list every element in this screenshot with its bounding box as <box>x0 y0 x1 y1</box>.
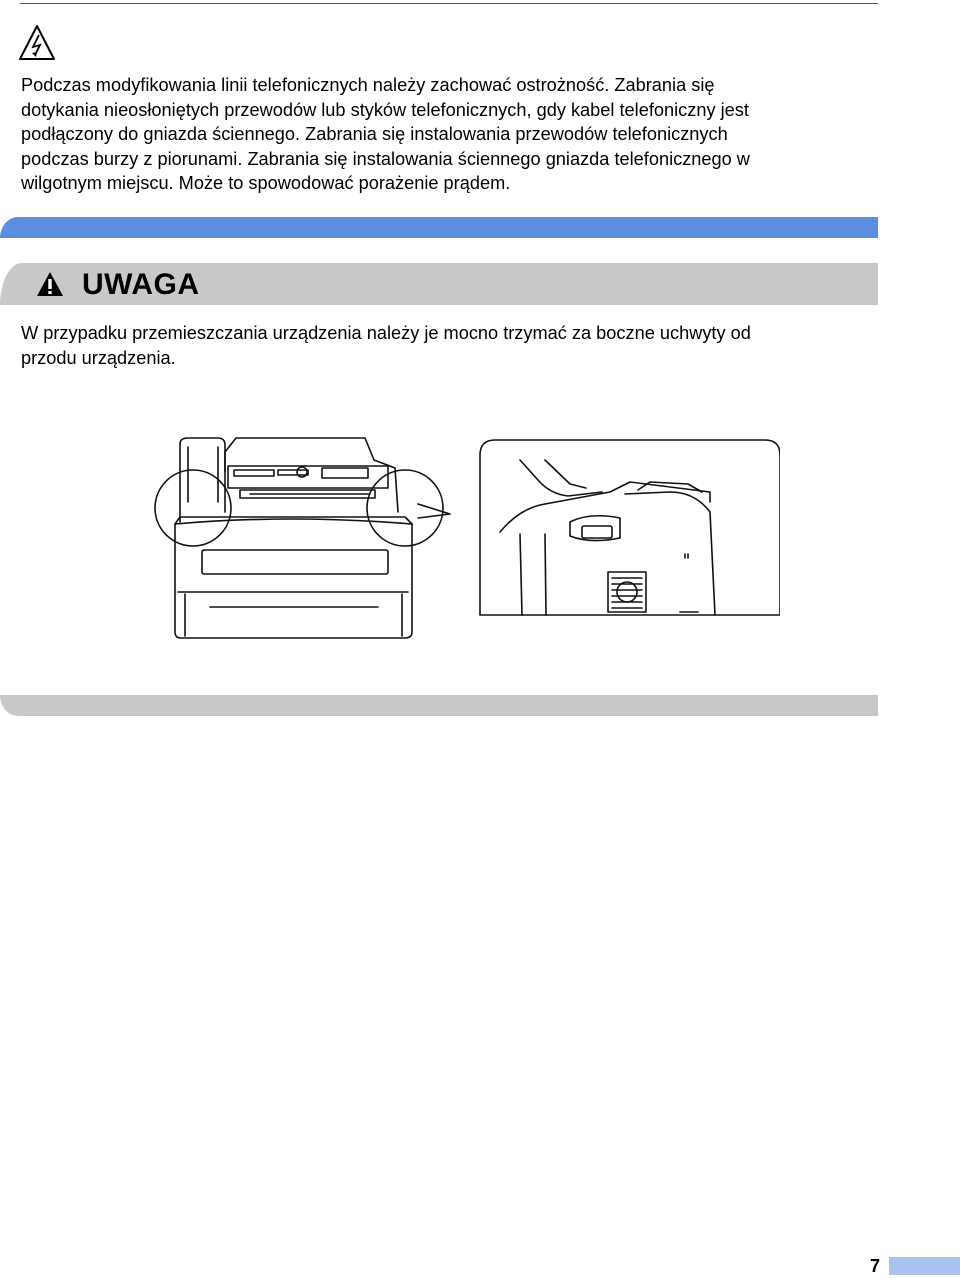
section-divider-gray <box>0 695 878 716</box>
page-number: 7 <box>869 1256 880 1276</box>
warning-line: wilgotnym miejscu. Może to spowodować porażenie prądem. <box>21 173 511 194</box>
caution-line: W przypadku przemieszczania urządzenia należy je mocno trzymać za boczne uchwyty od <box>21 323 751 343</box>
caution-header <box>0 263 878 305</box>
top-rule <box>20 3 878 4</box>
printer-front-view <box>155 438 443 638</box>
section-divider-blue <box>0 217 878 238</box>
page-tab <box>889 1257 960 1275</box>
warning-text <box>21 73 881 196</box>
caution-line: przodu urządzenia. <box>21 347 176 368</box>
caution-triangle-icon <box>36 271 64 297</box>
warning-line: dotykania nieosłoniętych przewodów lub styków telefonicznych, gdy kabel telefoniczny jest <box>21 99 749 120</box>
warning-line: podczas burzy z piorunami. Zabrania się instalowania ściennego gniazda telefonicznego w <box>21 148 750 169</box>
detail-hand-view <box>480 440 780 615</box>
caution-text <box>21 321 881 370</box>
warning-line: podłączony do gniazda ściennego. Zabrania się instalowania przewodów telefonicznych <box>21 124 728 145</box>
caution-title: UWAGA <box>82 268 200 301</box>
warning-line: Podczas modyfikowania linii telefonicznych należy zachować ostrożność. Zabrania się <box>21 75 715 95</box>
callout-pointer <box>418 504 450 518</box>
electric-shock-icon <box>18 24 56 62</box>
printer-carrying-illustration <box>150 432 780 657</box>
